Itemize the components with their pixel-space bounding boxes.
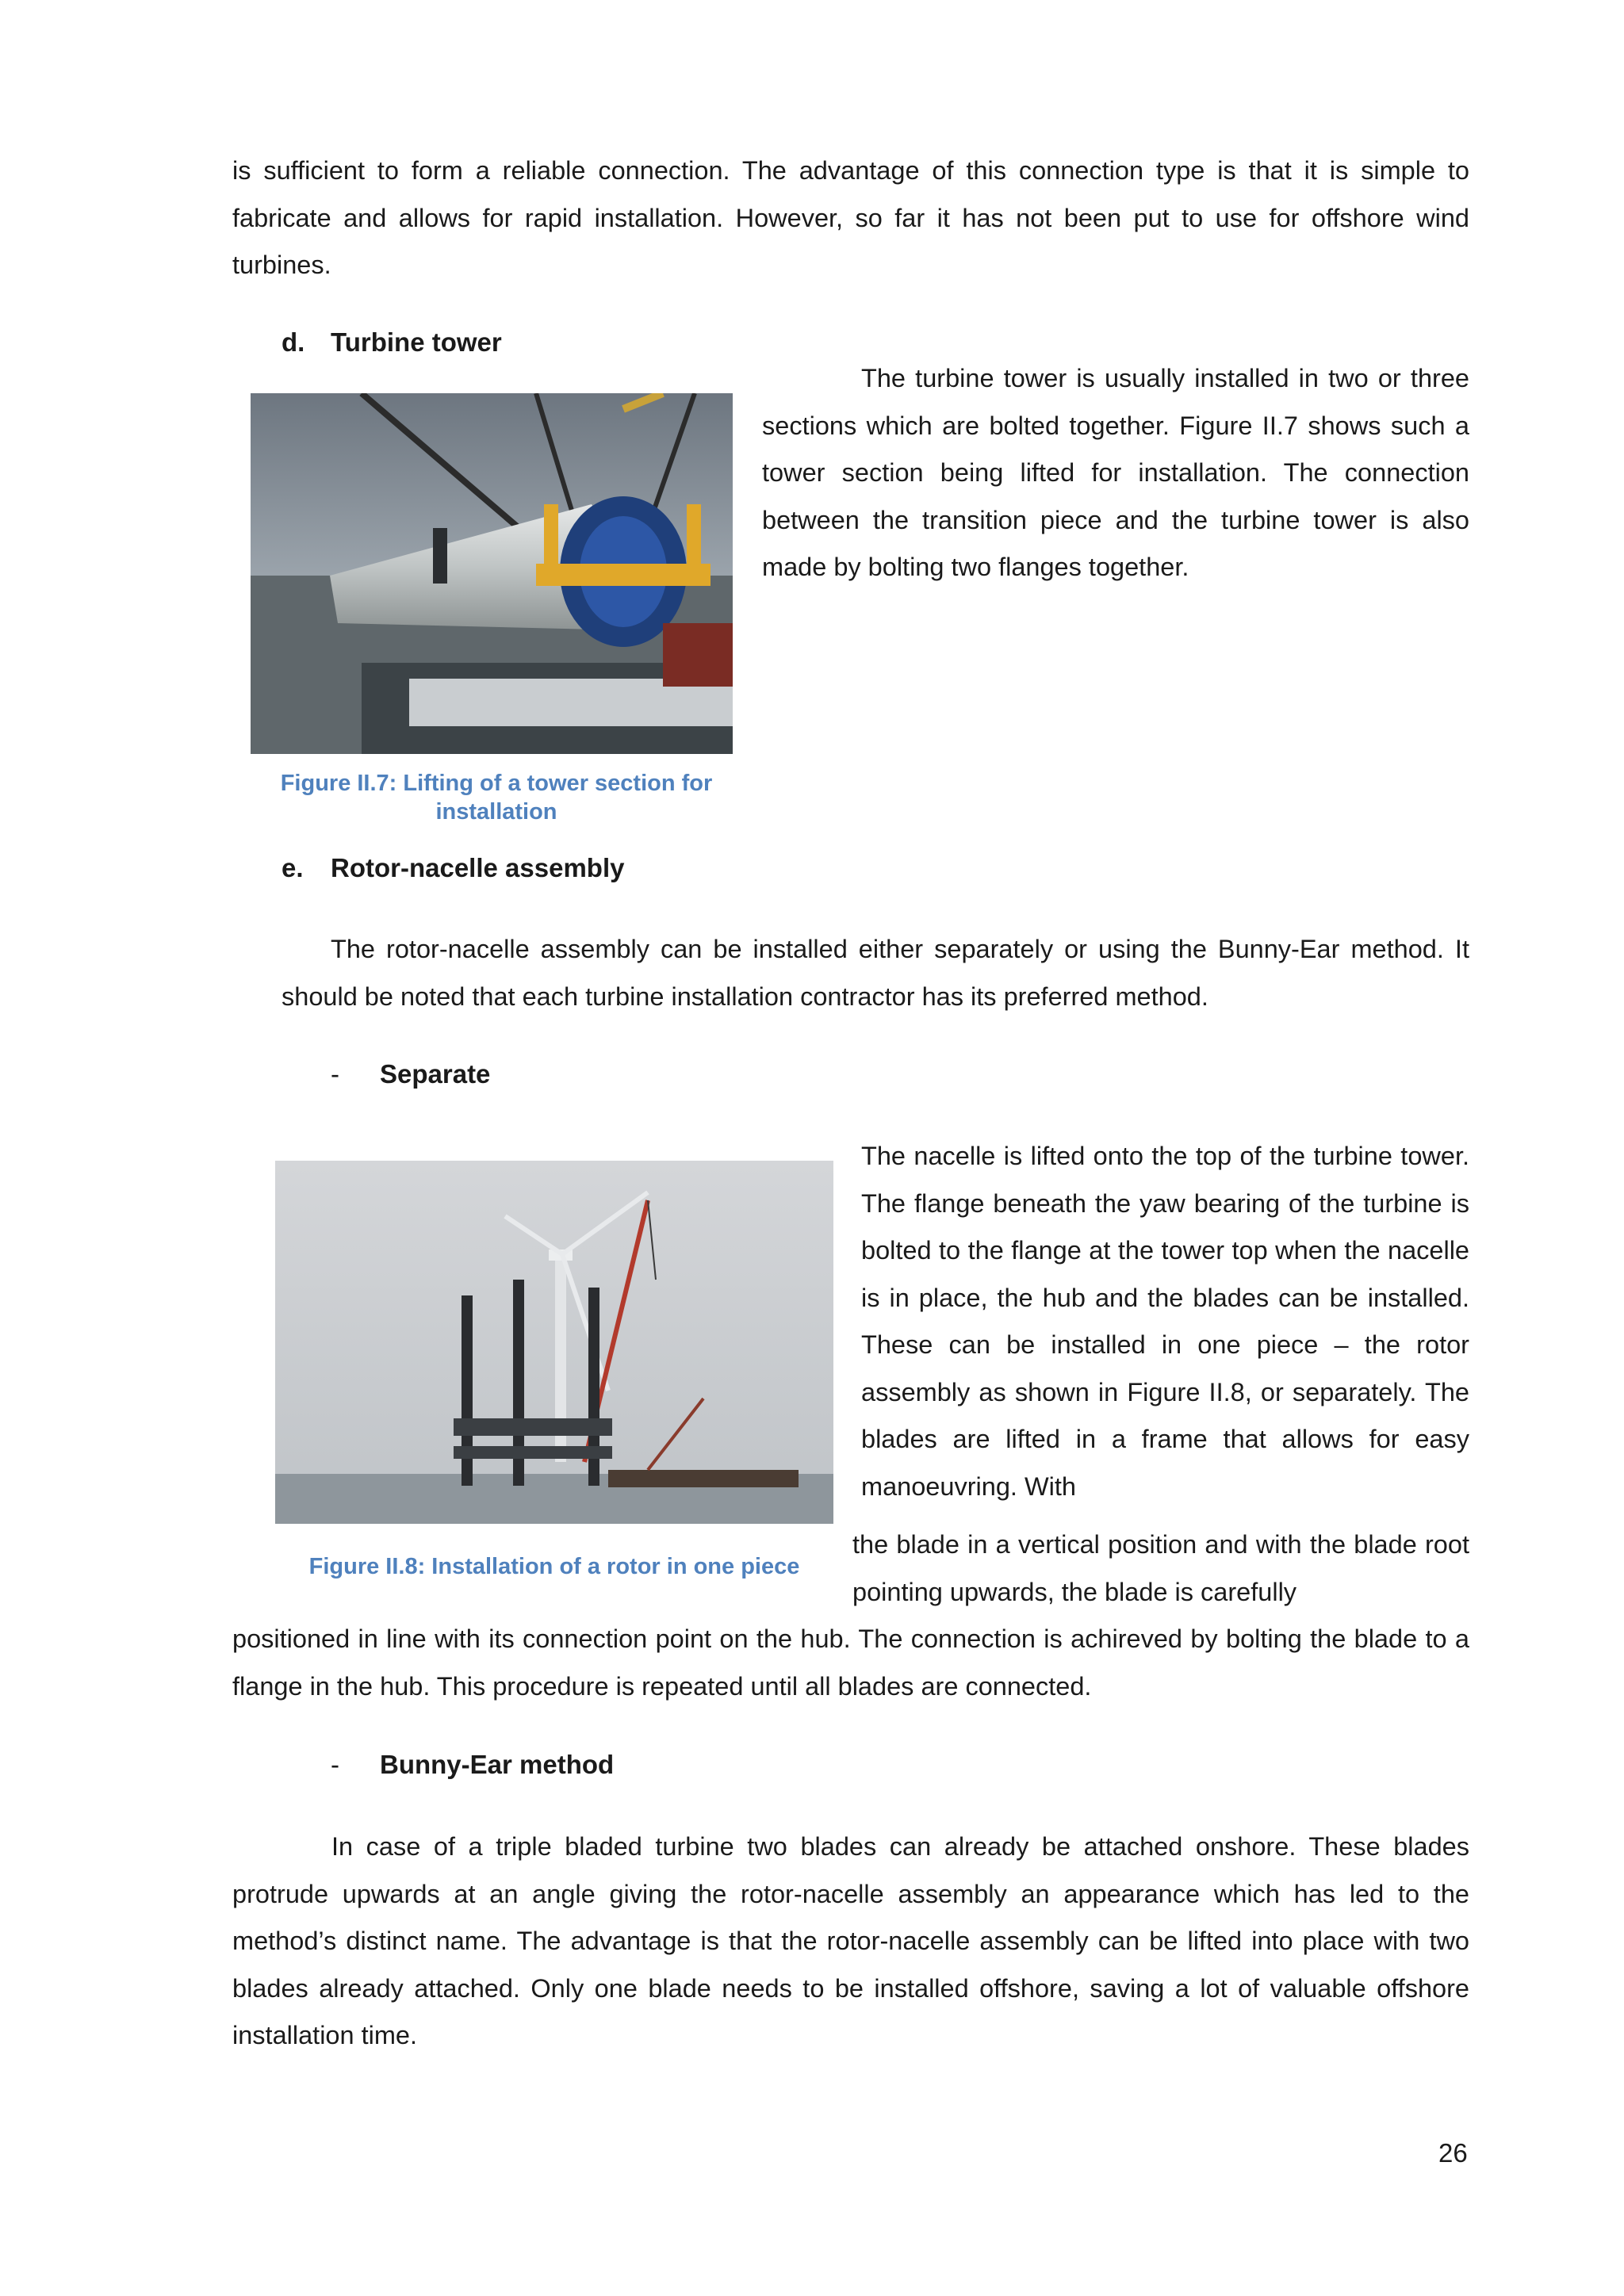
intro-paragraph: is sufficient to form a reliable connection. The advantage of this connection type is that it is simple to fabricate and allows for rapid installation. However, so far it has not been put to use for offshore wind turbines. <box>232 156 1469 279</box>
bunny-ear-title: Bunny-Ear method <box>380 1750 615 1779</box>
figure-rotor-install-image <box>275 1161 833 1524</box>
separate-body-full: positioned in line with its connection point on the hub. The connection is achireved by bolting the blade to a flange in the hub. This procedure is repeated until all blades are connected. <box>232 1624 1469 1701</box>
separate-body-right-continued: the blade in a vertical position and with the blade root pointing upwards, the blade is carefully <box>852 1530 1469 1606</box>
separate-title: Separate <box>380 1059 491 1089</box>
section-e-title: Rotor-nacelle assembly <box>331 853 625 882</box>
section-e-body: The rotor-nacelle assembly can be installed either separately or using the Bunny-Ear method. It should be noted that each turbine installation contractor has its preferred method. <box>282 935 1469 1011</box>
separate-heading <box>331 1059 490 1089</box>
section-d-title: Turbine tower <box>331 327 502 357</box>
bunny-ear-dash: - <box>331 1750 339 1779</box>
section-e-letter: e. <box>282 853 304 882</box>
section-e-heading <box>282 853 624 883</box>
separate-body-right: The nacelle is lifted onto the top of the turbine tower. The flange beneath the yaw bearing of the turbine is bolted to the flange at the tower top when the nacelle is in place, the hub and the blades can be installed. These can be installed in one piece – the rotor assembly as shown in Figure II.8, or separately. The blades are lifted in a frame that allows for easy manoeuvring. With <box>861 1142 1469 1501</box>
figure-ii8-caption: Figure II.8: Installation of a rotor in one piece <box>308 1554 800 1579</box>
page-number: 26 <box>1438 2138 1468 2168</box>
separate-dash: - <box>331 1059 339 1089</box>
section-d-letter: d. <box>282 327 305 357</box>
section-d-body: The turbine tower is usually installed in two or three sections which are bolted together. Figure II.7 shows such a tower section being lifted for installation. The connection between the transition piece and the turbine tower is also made by bolting two flanges together. <box>762 364 1469 581</box>
figure-tower-lift-image <box>251 393 733 754</box>
bunny-ear-paragraph <box>232 1823 1469 2060</box>
bunny-ear-heading <box>331 1750 614 1780</box>
section-d-heading <box>282 327 502 358</box>
figure-ii7-caption: Figure II.7: Lifting of a tower section for installation <box>280 771 713 825</box>
bunny-ear-body: In case of a triple bladed turbine two blades can already be attached onshore. These blades protrude upwards at an angle giving the rotor-nacelle assembly an appearance which has led to the method’s distinct name. The advantage is that the rotor-nacelle assembly can be lifted into place with two blades already attached. Only one blade needs to be installed offshore, saving a lot of valuable offshore installation time. <box>232 1832 1469 2049</box>
section-e-paragraph <box>282 926 1469 1020</box>
section-d-paragraph <box>762 355 1469 591</box>
